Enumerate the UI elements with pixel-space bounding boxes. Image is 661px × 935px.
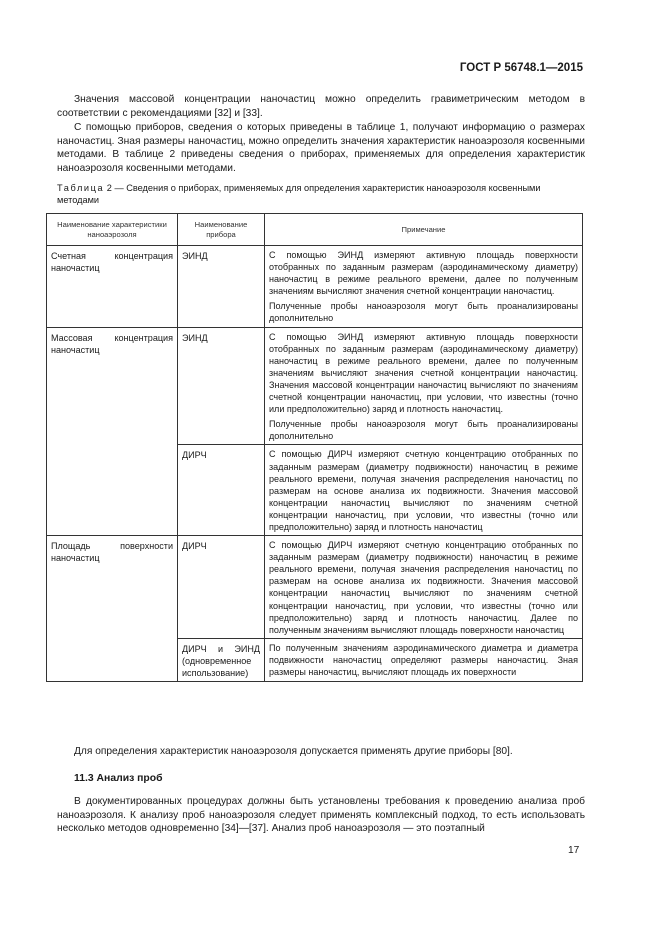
header-note: Примечание <box>265 214 583 246</box>
note-paragraph: С помощью ДИРЧ измеряют счетную концентрацию отобранных по заданным размерам (диаметру подвижности) наночастиц в режиме реального времени, получая значения распределения наночастиц по размерам на основе анализа их подвижности. Значения массовой концентрации наночастиц вычисляют по значениям счетной концентрации наночастиц, при условии, что известны (точно или предположительно) заряд и плотность наночастиц <box>269 449 578 532</box>
instruments-table <box>46 213 583 682</box>
cell-note <box>265 536 583 639</box>
cell-instrument: ЭИНД <box>178 327 265 445</box>
table-row <box>47 536 583 639</box>
cell-instrument: ЭИНД <box>178 246 265 328</box>
note-paragraph: С помощью ЭИНД измеряют активную площадь поверхности отобранных по заданным размерам (аэродинамическому диаметру) наночастиц в режиме реального времени, далее по полученным значениям вычисляют значения счетной концентрации наночастиц. Значения массовой концентрации наночастиц вычисляют по значениям счетной концентрации наночастиц, при условии, что известны (точно или предположительно) заряд и плотность наночастиц. <box>269 331 578 415</box>
cell-instrument: ДИРЧ <box>178 445 265 536</box>
note-paragraph: С помощью ЭИНД измеряют активную площадь поверхности отобранных по заданным размерам (аэродинамическому диаметру) наночастиц в режиме реального времени, далее по полученным значениям вычисляют значения счетной концентрации наночастиц. <box>269 250 578 297</box>
note-paragraph: Полученные пробы наноаэрозоля могут быть проанализированы дополнительно <box>269 301 578 324</box>
table-header-row <box>47 214 583 246</box>
cell-characteristic: Площадь поверхности наночастиц <box>47 536 178 682</box>
cell-instrument: ДИРЧ <box>178 536 265 639</box>
standard-header: ГОСТ Р 56748.1—2015 <box>459 62 583 74</box>
section-number: 11.3 <box>74 773 94 784</box>
table-row <box>47 246 583 328</box>
section-title: Анализ проб <box>96 773 163 784</box>
caption-text: — Сведения о приборах, применяемых для определения характеристик наноаэрозоля косвенными методами <box>57 183 541 205</box>
caption-prefix: Таблица <box>57 183 105 193</box>
cell-note <box>265 445 583 536</box>
paragraph-gravimetric <box>57 93 585 120</box>
table-row <box>47 327 583 445</box>
cell-note <box>265 327 583 445</box>
table-caption <box>57 183 585 206</box>
cell-instrument: ДИРЧ и ЭИНД (одновременное использование) <box>178 638 265 681</box>
page-number: 17 <box>568 845 580 856</box>
paragraph-other-instruments <box>57 745 585 759</box>
caption-number: 2 <box>106 183 112 193</box>
paragraph-text: С помощью приборов, сведения о которых приведены в таблице 1, получают информацию о размерах наночастиц. Зная размеры наночастиц, можно определить значения характеристик наноаэрозоля косвенными методами. В таблице 2 приведены сведения о приборах, применяемых для определения характеристик наноаэрозоля косвенными методами. <box>57 122 585 174</box>
paragraph-text: Значения массовой концентрации наночастиц можно определить гравиметрическим методом в соответствии с рекомендациями [32] и [33]. <box>57 94 585 119</box>
cell-note <box>265 246 583 328</box>
header-instrument: Наименование прибора <box>178 214 265 246</box>
paragraph-text: В документированных процедурах должны быть установлены требования к проведению анализа проб наноаэрозоля. К анализу проб наноаэрозоля следует применять комплексный подход, то есть использовать несколько методов одновременно [34]—[37]. Анализ проб наноаэрозоля — это поэтапный <box>57 796 585 835</box>
paragraph-text: Для определения характеристик наноаэрозоля допускается применять другие приборы [80]. <box>74 746 513 757</box>
paragraph-sample-analysis <box>57 795 585 836</box>
cell-characteristic: Счетная концентрация наночастиц <box>47 246 178 328</box>
note-paragraph: С помощью ДИРЧ измеряют счетную концентрацию отобранных по заданным размерам (диаметру подвижности) наночастиц в режиме реального времени, получая значения распределения наночастиц по размерам на основе анализа их подвижности. Значения массовой концентрации наночастиц вычисляют по значениям счетной концентрации наночастиц, при условии, что известны (точно или предположительно) заряд и плотность наночастиц. Далее по полученным значениям вычисляют площадь поверхности наночастиц <box>269 540 578 635</box>
paragraph-instruments <box>57 121 585 175</box>
cell-note <box>265 638 583 681</box>
section-heading <box>74 773 163 784</box>
header-characteristic: Наименование характеристики наноаэрозоля <box>47 214 178 246</box>
note-paragraph: По полученным значениям аэродинамического диаметра и диаметра подвижности наночастиц определяют размеры наночастиц. Зная размеры наночастиц, вычисляют площадь их поверхности <box>269 642 578 677</box>
cell-characteristic: Массовая концентрация наночастиц <box>47 327 178 536</box>
note-paragraph: Полученные пробы наноаэрозоля могут быть проанализированы дополнительно <box>269 419 578 442</box>
